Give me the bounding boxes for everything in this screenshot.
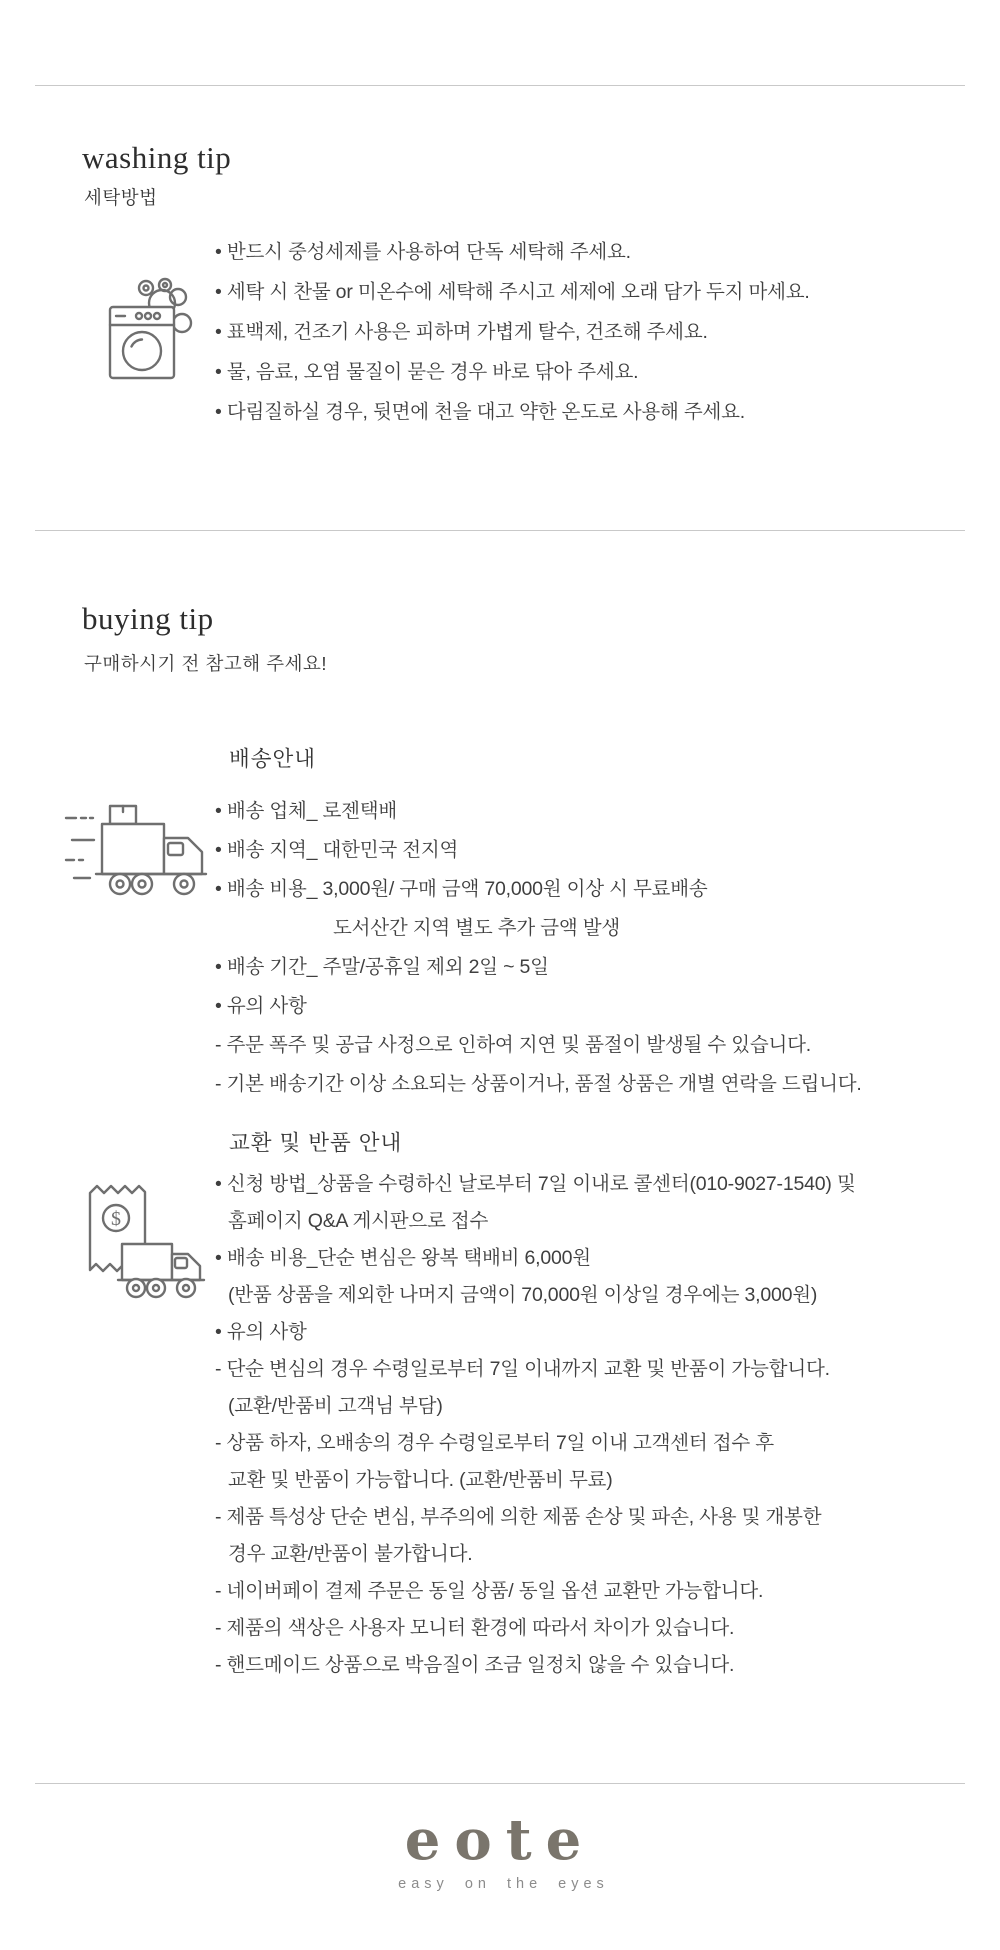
list-item: • 배송 지역_ 대한민국 전지역 bbox=[215, 839, 459, 861]
list-item: • 배송 기간_ 주말/공휴일 제외 2일 ~ 5일 bbox=[215, 956, 549, 978]
washing-tip-title: washing tip bbox=[82, 140, 232, 175]
list-item: • 신청 방법_상품을 수령하신 날로부터 7일 이내로 콜센터(010-9027-1540) 및 bbox=[215, 1173, 856, 1195]
brand-tagline: easy on the eyes bbox=[398, 1876, 609, 1892]
list-item: • 반드시 중성세제를 사용하여 단독 세탁해 주세요. bbox=[215, 241, 631, 263]
list-item: • 유의 사항 bbox=[215, 1321, 307, 1343]
exchange-return-heading: 교환 및 반품 안내 bbox=[229, 1131, 403, 1155]
list-item: - 기본 배송기간 이상 소요되는 상품이거나, 품절 상품은 개별 연락을 드립니다. bbox=[215, 1073, 862, 1095]
list-item: • 배송 비용_단순 변심은 왕복 택배비 6,000원 bbox=[215, 1247, 591, 1269]
list-item: - 제품 특성상 단순 변심, 부주의에 의한 제품 손상 및 파손, 사용 및 개봉한 bbox=[215, 1506, 822, 1528]
list-item: - 상품 하자, 오배송의 경우 수령일로부터 7일 이내 고객센터 접수 후 bbox=[215, 1432, 774, 1454]
list-item: (교환/반품비 고객님 부담) bbox=[228, 1395, 443, 1417]
washing-instructions-list bbox=[215, 232, 810, 432]
list-item: 경우 교환/반품이 불가합니다. bbox=[228, 1543, 473, 1565]
section-divider bbox=[35, 530, 965, 531]
shipping-info-list bbox=[215, 792, 862, 1104]
exchange-return-list bbox=[215, 1166, 856, 1684]
list-item: 도서산간 지역 별도 추가 금액 발생 bbox=[333, 917, 621, 939]
brand-logo: eote bbox=[404, 1807, 596, 1873]
list-item: • 배송 비용_ 3,000원/ 구매 금액 70,000원 이상 시 무료배송 bbox=[215, 878, 708, 900]
buying-tip-subtitle: 구매하시기 전 참고해 주세요! bbox=[84, 653, 328, 674]
list-item: 교환 및 반품이 가능합니다. (교환/반품비 무료) bbox=[228, 1469, 613, 1491]
list-item: (반품 상품을 제외한 나머지 금액이 70,000원 이상일 경우에는 3,000원) bbox=[228, 1284, 818, 1306]
list-item: 홈페이지 Q&A 게시판으로 접수 bbox=[228, 1210, 489, 1232]
list-item: - 주문 폭주 및 공급 사정으로 인하여 지연 및 품절이 발생될 수 있습니다. bbox=[215, 1034, 811, 1056]
list-item: • 세탁 시 찬물 or 미온수에 세탁해 주시고 세제에 오래 담가 두지 마세요. bbox=[215, 281, 810, 303]
washing-machine-icon bbox=[102, 276, 206, 382]
receipt-truck-icon bbox=[86, 1178, 210, 1310]
list-item: - 네이버페이 결제 주문은 동일 상품/ 동일 옵션 교환만 가능합니다. bbox=[215, 1580, 764, 1602]
shipping-info-heading: 배송안내 bbox=[229, 747, 317, 771]
list-item: • 배송 업체_ 로젠택배 bbox=[215, 800, 398, 822]
delivery-truck-icon bbox=[64, 798, 212, 910]
list-item: - 핸드메이드 상품으로 박음질이 조금 일정치 않을 수 있습니다. bbox=[215, 1654, 735, 1676]
washing-tip-subtitle: 세탁방법 bbox=[84, 187, 158, 208]
list-item: • 다림질하실 경우, 뒷면에 천을 대고 약한 온도로 사용해 주세요. bbox=[215, 401, 745, 423]
list-item: - 제품의 색상은 사용자 모니터 환경에 따라서 차이가 있습니다. bbox=[215, 1617, 735, 1639]
section-divider bbox=[35, 1783, 965, 1784]
svg-text:$: $ bbox=[111, 1208, 121, 1230]
list-item: - 단순 변심의 경우 수령일로부터 7일 이내까지 교환 및 반품이 가능합니다. bbox=[215, 1358, 830, 1380]
list-item: • 물, 음료, 오염 물질이 묻은 경우 바로 닦아 주세요. bbox=[215, 361, 639, 383]
section-divider bbox=[35, 85, 965, 86]
buying-tip-title: buying tip bbox=[82, 601, 214, 636]
list-item: • 유의 사항 bbox=[215, 995, 307, 1017]
list-item: • 표백제, 건조기 사용은 피하며 가볍게 탈수, 건조해 주세요. bbox=[215, 321, 708, 343]
